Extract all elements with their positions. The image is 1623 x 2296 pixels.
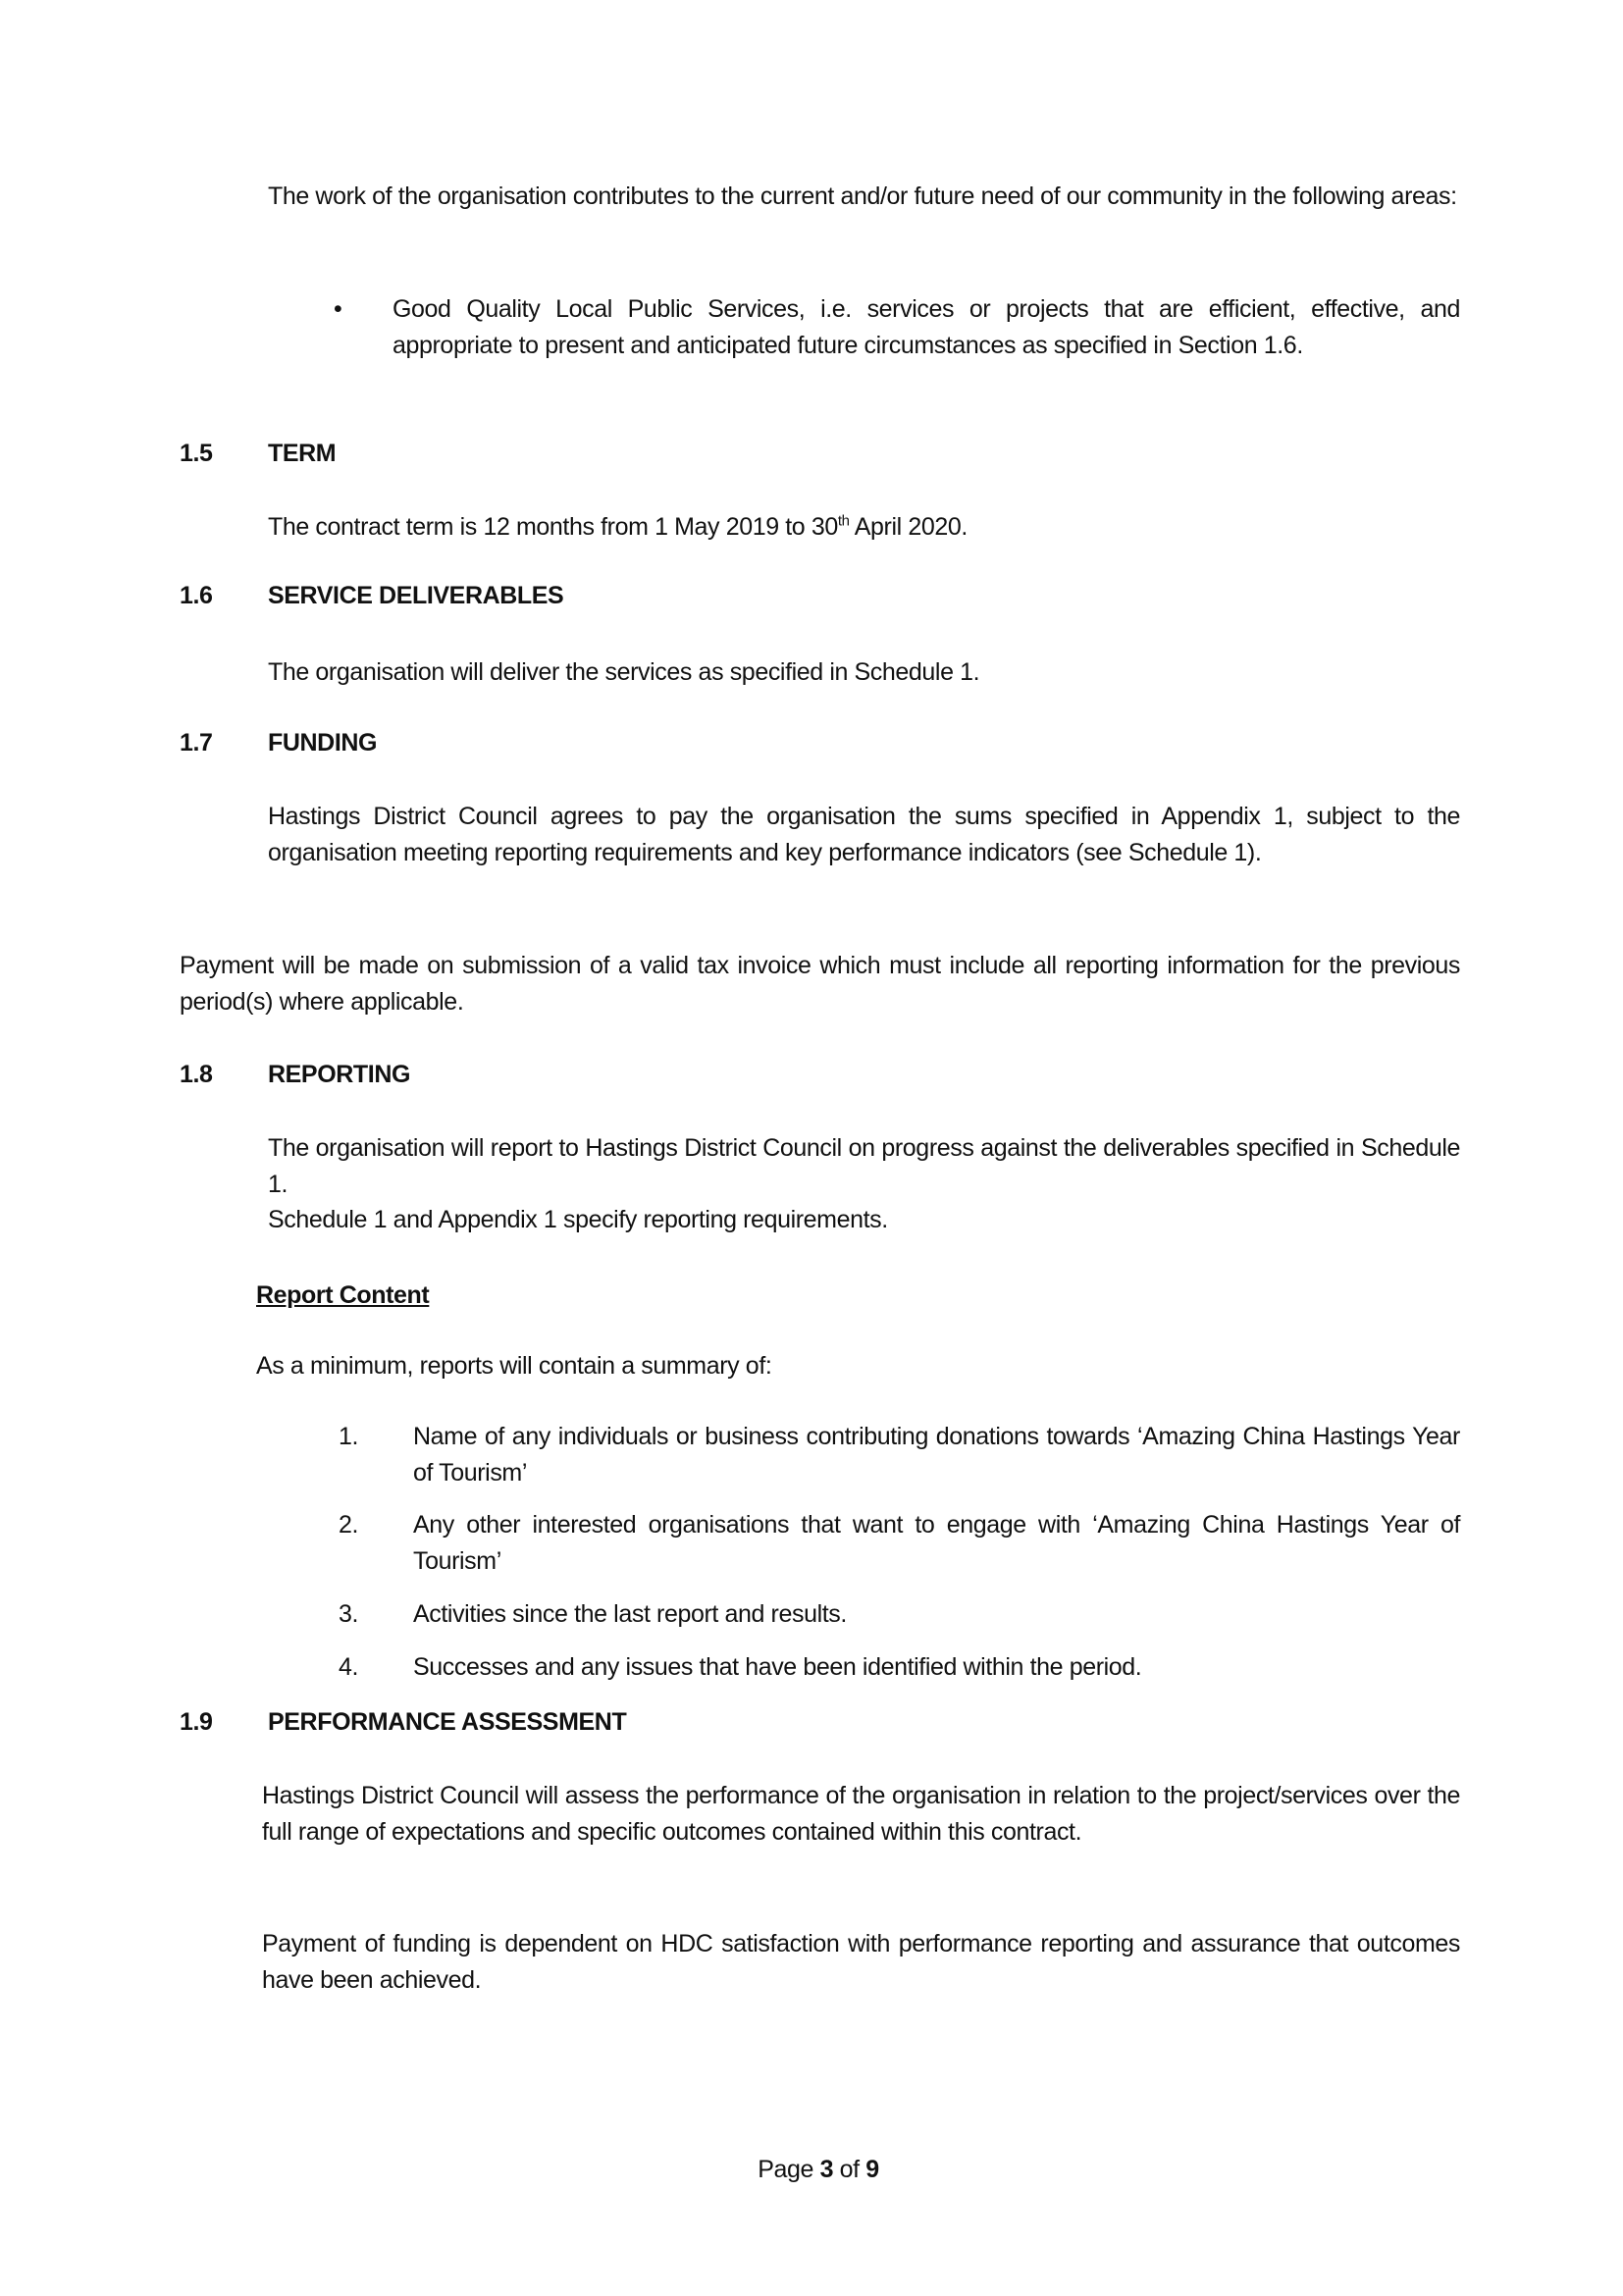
reporting-text: The organisation will report to Hastings District Council on progress against the deliverables specified in Schedule 1.: [268, 1134, 1460, 1198]
section-title: TERM: [268, 440, 337, 467]
list-item: Any other interested organisations that want to engage with ‘Amazing China Hastings Year of Tourism’: [413, 1511, 1460, 1575]
intro-paragraph: The work of the organisation contributes to the current and/or future need of our community in the following areas:: [268, 183, 1457, 210]
bullet-icon: •: [334, 295, 342, 323]
page-number: 3: [819, 2156, 834, 2183]
list-number: 1.: [339, 1423, 359, 1450]
section-number: 1.6: [180, 582, 213, 609]
section-title: SERVICE DELIVERABLES: [268, 582, 564, 609]
list-item: Activities since the last report and results.: [413, 1600, 847, 1628]
deliverables-text: The organisation will deliver the services as specified in Schedule 1.: [268, 658, 980, 686]
page-total: 9: [865, 2156, 879, 2183]
section-number: 1.7: [180, 729, 213, 757]
section-title: PERFORMANCE ASSESSMENT: [268, 1708, 627, 1736]
reporting-text-2: Schedule 1 and Appendix 1 specify reporting requirements.: [268, 1206, 888, 1233]
term-text-a: The contract term is 12 months from 1 May 2019 to 30: [268, 513, 838, 541]
list-number: 3.: [339, 1600, 359, 1628]
term-text: [268, 509, 968, 546]
footer-text: of: [833, 2156, 866, 2183]
section-title: REPORTING: [268, 1061, 411, 1088]
page-footer: [0, 2152, 1623, 2188]
section-number: 1.9: [180, 1708, 213, 1736]
report-content-heading: [256, 1278, 429, 1314]
bullet-item: Good Quality Local Public Services, i.e. services or projects that are efficient, effective, and appropriate to present and anticipated future circumstances as specified in Section 1.6.: [393, 295, 1460, 359]
funding-text: Hastings District Council agrees to pay the organisation the sums specified in Appendix 1, subject to the organisation meeting reporting requirements and key performance indicators (see Schedule 1).: [268, 803, 1460, 866]
list-number: 4.: [339, 1653, 359, 1681]
list-number: 2.: [339, 1511, 359, 1539]
section-title: FUNDING: [268, 729, 378, 757]
section-number: 1.8: [180, 1061, 213, 1088]
section-number: 1.5: [180, 440, 213, 467]
term-text-b: April 2020.: [849, 513, 968, 541]
footer-text: Page: [758, 2156, 820, 2183]
list-item: Name of any individuals or business contributing donations towards ‘Amazing China Hastings Year of Tourism’: [413, 1423, 1460, 1487]
payment-text: Payment will be made on submission of a valid tax invoice which must include all reporting information for the previous period(s) where applicable.: [180, 952, 1460, 1016]
term-sup: th: [837, 512, 850, 530]
list-item: Successes and any issues that have been identified within the period.: [413, 1653, 1142, 1681]
assessment-text: Hastings District Council will assess the performance of the organisation in relation to the project/services over the full range of expectations and specific outcomes contained within this contract.: [262, 1782, 1460, 1846]
report-lead: As a minimum, reports will contain a summary of:: [256, 1352, 772, 1380]
report-content-title: Report Content: [256, 1281, 430, 1309]
assessment-text-2: Payment of funding is dependent on HDC satisfaction with performance reporting and assurance that outcomes have been achieved.: [262, 1930, 1460, 1994]
